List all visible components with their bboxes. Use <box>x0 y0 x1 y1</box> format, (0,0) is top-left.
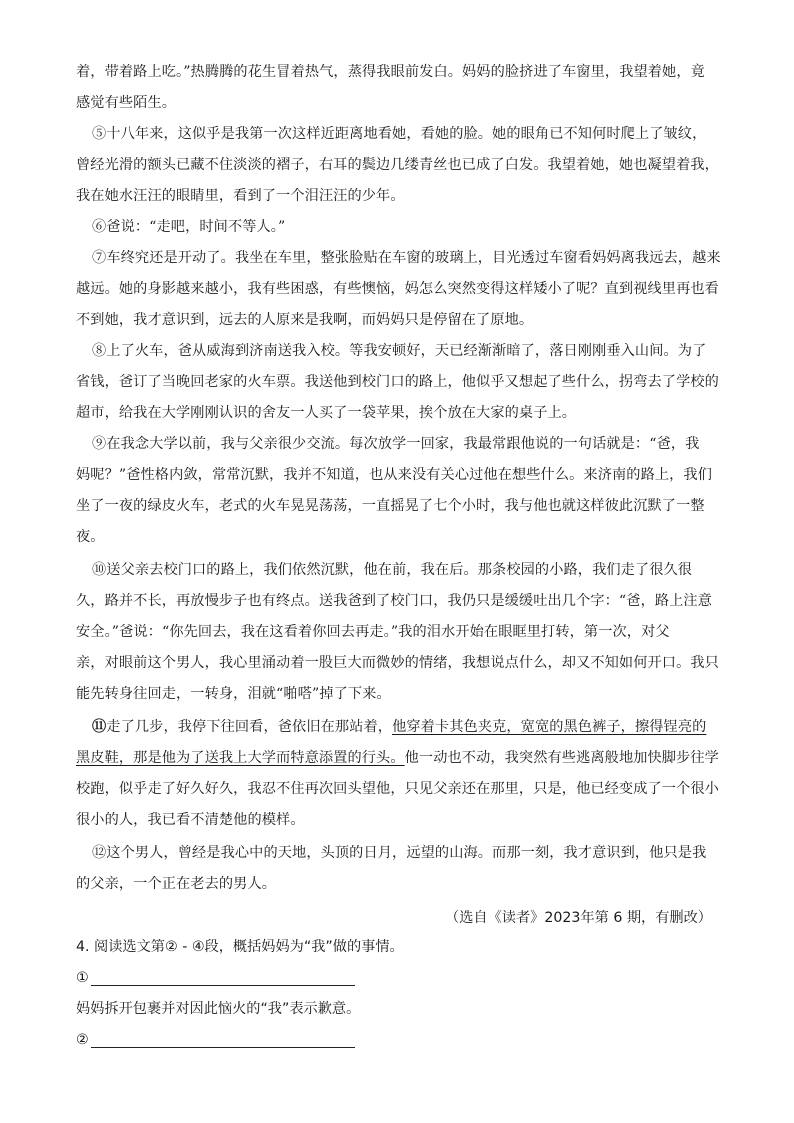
text-line: 安全。”爸说：“你先回去，我在这看着你回去再走。”我的泪水开始在眼眶里打转，第一次，对父 <box>76 624 670 640</box>
text-line: 能先转身往回走，一转身，泪就“啪嗒”掉了下来。 <box>76 686 391 702</box>
text-line: ⑧上了火车，爸从威海到济南送我入校。等我安顿好，天已经渐渐暗了，落日刚刚垂入山间。为了 <box>92 343 707 359</box>
text-line: ⑦车终究还是开动了。我坐在车里，整张脸贴在车窗的玻璃上，目光透过车窗看妈妈离我远去，越来 <box>92 250 721 266</box>
text-line: 着，带着路上吃。”热腾腾的花生冒着热气，蒸得我眼前发白。妈妈的脸挤进了车窗里，我望着她，竟 <box>76 64 705 80</box>
paragraph-11-line-2 <box>76 748 719 768</box>
answer-text: 妈妈拆开包裹并对因此恼火的“我”表示歉意。 <box>76 1001 361 1017</box>
text-line: ⑥爸说：“走吧，时间不等人。” <box>92 219 286 235</box>
text-line: 的父亲，一个正在老去的男人。 <box>76 876 277 892</box>
text-line: ⑨在我念大学以前，我与父亲很少交流。每次放学一回家，我最常跟他说的一句话就是：“爸，我 <box>92 436 700 452</box>
plain-text: 走了几步，我停下往回看，爸依旧在那站着， <box>106 719 393 735</box>
plain-text: 他一动也不动，我突然有些逃离般地加快脚步往学 <box>404 750 719 766</box>
underlined-text: 黑皮鞋，那是他为了送我上大学而特意添置的行头。 <box>76 750 405 766</box>
text-line: ⑩送父亲去校门口的路上，我们依然沉默，他在前，我在后。那条校园的小路，我们走了很久很 <box>92 562 693 578</box>
paragraph-11-line-1 <box>92 717 732 737</box>
text-line: 超市，给我在大学刚刚认识的舍友一人买了一袋苹果，挨个放在大家的桌子上。 <box>76 405 577 421</box>
answer-blank-2[interactable] <box>91 1047 355 1048</box>
answer-item-2-label: ② <box>76 1032 89 1048</box>
question-prompt: 4. 阅读选文第② - ④段，概括妈妈为“我”做的事情。 <box>76 939 404 955</box>
text-line: 省钱，爸订了当晚回老家的火车票。我送他到校门口的路上，他似乎又想起了些什么，拐弯去了学校的 <box>76 374 719 390</box>
text-line: 很小的人，我已看不清楚他的模样。 <box>76 812 305 828</box>
text-line: 久，路并不长，再放慢步子也有终点。送我爸到了校门口，我仍只是缓缓吐出几个字：“爸，路上注意 <box>76 593 713 609</box>
text-line: 曾经光滑的额头已藏不住淡淡的褶子，右耳的鬓边几缕青丝也已成了白发。我望着她，她也凝望着我， <box>76 157 719 173</box>
answer-item-1-label: ① <box>76 970 89 986</box>
source-citation: （选自《读者》2023年第 6 期，有删改） <box>445 910 712 926</box>
text-line: 妈呢？”爸性格内敛，常常沉默，我并不知道，也从来没有关心过他在想些什么。来济南的路上，我们 <box>76 467 713 483</box>
text-line: ⑫这个男人，曾经是我心中的天地，头顶的日月，远望的山海。而那一刻，我才意识到，他只是我 <box>92 845 707 861</box>
text-line: 坐了一夜的绿皮火车，老式的火车晃晃荡荡，一直摇晃了七个小时，我与他也就这样彼此沉默了一整 <box>76 498 705 514</box>
text-line: ⑤十八年来，这似乎是我第一次这样近距离地看她，看她的脸。她的眼角已不知何时爬上了皱纹， <box>92 126 707 142</box>
text-line: 我在她水汪汪的眼睛里，看到了一个泪汪汪的少年。 <box>76 188 405 204</box>
underlined-text: 他穿着卡其色夹克，宽宽的黑色裤子，擦得锃亮的 <box>392 719 707 735</box>
answer-blank-1[interactable] <box>91 985 355 986</box>
text-line: 夜。 <box>76 529 105 545</box>
text-line: 越远。她的身影越来越小，我有些困惑，有些懊恼，妈怎么突然变得这样矮小了呢？直到视线里再也看 <box>76 281 719 297</box>
text-line: 亲，对眼前这个男人，我心里涌动着一股巨大而微妙的情绪，我想说点什么，却又不知如何开口。我只 <box>76 655 719 671</box>
text-line: 感觉有些陌生。 <box>76 95 177 111</box>
paragraph-number: ⑪ <box>92 719 107 735</box>
text-line: 不到她，我才意识到，远去的人原来是我啊，而妈妈只是停留在了原地。 <box>76 312 534 328</box>
text-line: 校跑，似乎走了好久好久，我忍不住再次回头望他，只见父亲还在那里，只是，他已经变成了一个很小 <box>76 781 719 797</box>
